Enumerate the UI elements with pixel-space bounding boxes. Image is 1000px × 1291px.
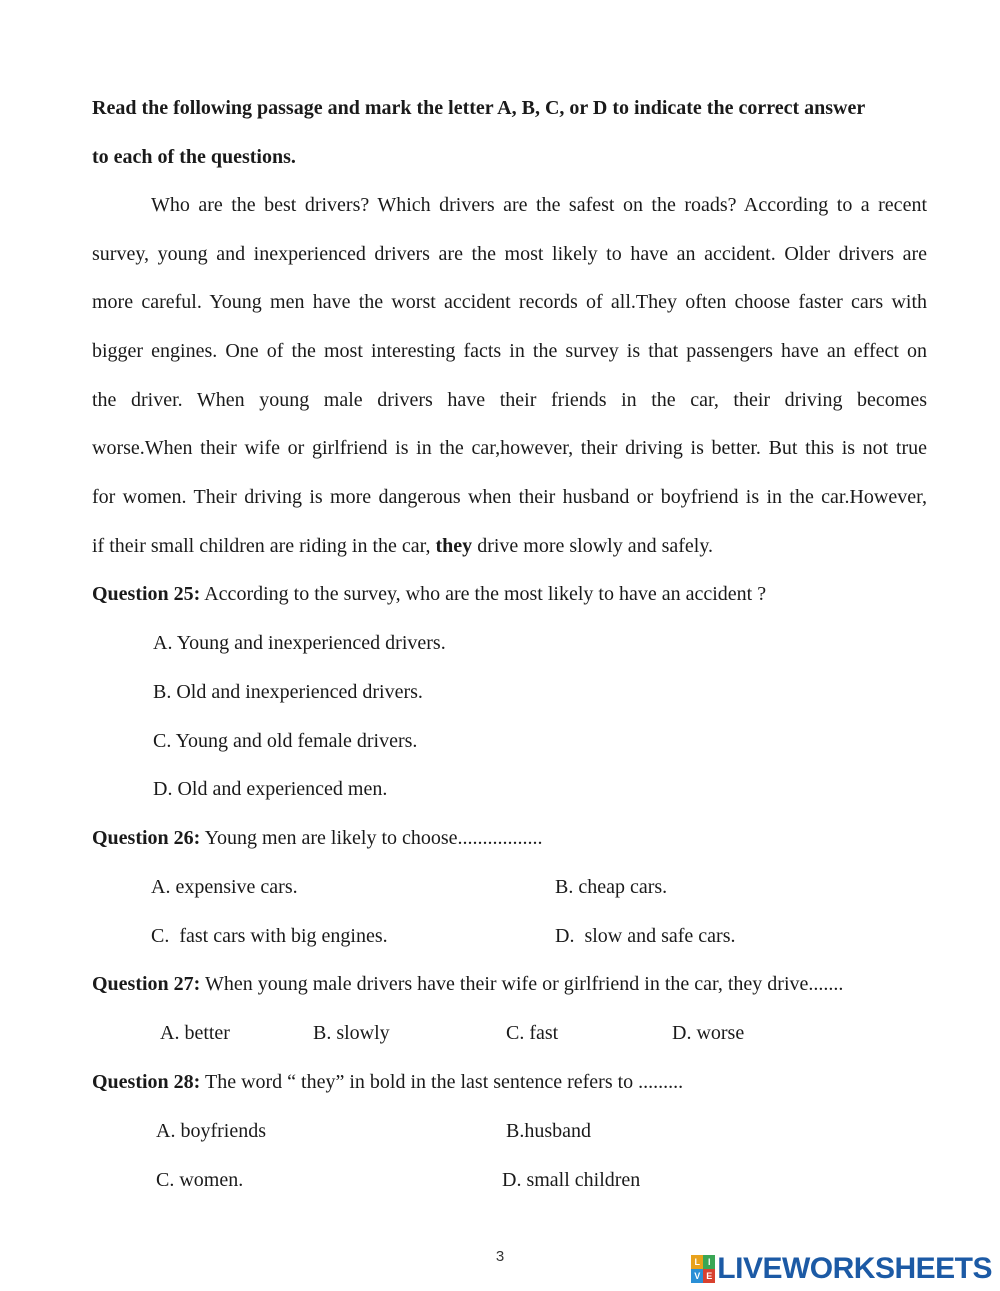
passage-line: survey, young and inexperienced drivers are the most likely to have an accident. Older drivers are (92, 243, 927, 265)
passage-text: if their small children are riding in the car, (92, 535, 436, 557)
option-d[interactable]: D. Old and experienced men. (153, 778, 388, 800)
liveworksheets-logo[interactable] (691, 1252, 992, 1286)
question-25 (92, 582, 766, 606)
logo-letter: V (691, 1269, 703, 1283)
passage-text: drive more slowly and safely. (472, 535, 714, 557)
instruction-line-2: to each of the questions. (92, 146, 296, 168)
option-c[interactable]: C. fast cars with big engines. (151, 925, 388, 947)
passage-line: the driver. When young male drivers have their friends in the car, their driving becomes (92, 389, 927, 411)
passage-line: Who are the best drivers? Which drivers are the safest on the roads? According to a recent (151, 194, 927, 216)
question-text: According to the survey, who are the most likely to have an accident ? (200, 583, 767, 605)
option-b[interactable]: B. Old and inexperienced drivers. (153, 681, 423, 703)
question-label: Question 26: (92, 827, 201, 849)
option-a[interactable]: A. expensive cars. (151, 876, 298, 898)
option-a[interactable]: A. boyfriends (156, 1120, 266, 1142)
bold-word-they: they (435, 535, 473, 557)
page-number: 3 (495, 1248, 505, 1265)
question-text: When young male drivers have their wife or girlfriend in the car, they drive....... (200, 973, 844, 995)
passage-line: bigger engines. One of the most interesting facts in the survey is that passengers have an effect on (92, 340, 927, 362)
option-c[interactable]: C. women. (156, 1169, 244, 1191)
option-d[interactable]: D. slow and safe cars. (555, 925, 736, 947)
option-d[interactable]: D. small children (502, 1169, 641, 1191)
passage-last-line (92, 534, 713, 558)
question-label: Question 27: (92, 973, 201, 995)
option-d[interactable]: D. worse (672, 1022, 745, 1044)
question-label: Question 28: (92, 1071, 201, 1093)
option-a[interactable]: A. Young and inexperienced drivers. (153, 632, 446, 654)
logo-letter: L (691, 1255, 703, 1269)
logo-letter: I (703, 1255, 715, 1269)
option-b[interactable]: B.husband (506, 1120, 591, 1142)
liveworksheets-logo-icon (691, 1255, 715, 1283)
option-b[interactable]: B. slowly (313, 1022, 390, 1044)
instruction-line-1: Read the following passage and mark the letter A, B, C, or D to indicate the correct answer (92, 97, 866, 119)
option-c[interactable]: C. Young and old female drivers. (153, 730, 418, 752)
passage-line: worse.When their wife or girlfriend is in the car,however, their driving is better. But this is not true (92, 437, 927, 459)
passage-line: more careful. Young men have the worst accident records of all.They often choose faster cars with (92, 291, 927, 313)
question-27 (92, 972, 843, 996)
option-c[interactable]: C. fast (506, 1022, 559, 1044)
logo-letter: E (703, 1269, 715, 1283)
question-text: The word “ they” in bold in the last sentence refers to ......... (200, 1071, 684, 1093)
question-label: Question 25: (92, 583, 201, 605)
question-28 (92, 1070, 683, 1094)
passage-line: for women. Their driving is more dangerous when their husband or boyfriend is in the car.However, (92, 486, 927, 508)
option-a[interactable]: A. better (160, 1022, 230, 1044)
liveworksheets-brand-text: LIVEWORKSHEETS (717, 1252, 992, 1285)
question-26 (92, 826, 543, 850)
question-text: Young men are likely to choose................. (200, 827, 543, 849)
option-b[interactable]: B. cheap cars. (555, 876, 668, 898)
